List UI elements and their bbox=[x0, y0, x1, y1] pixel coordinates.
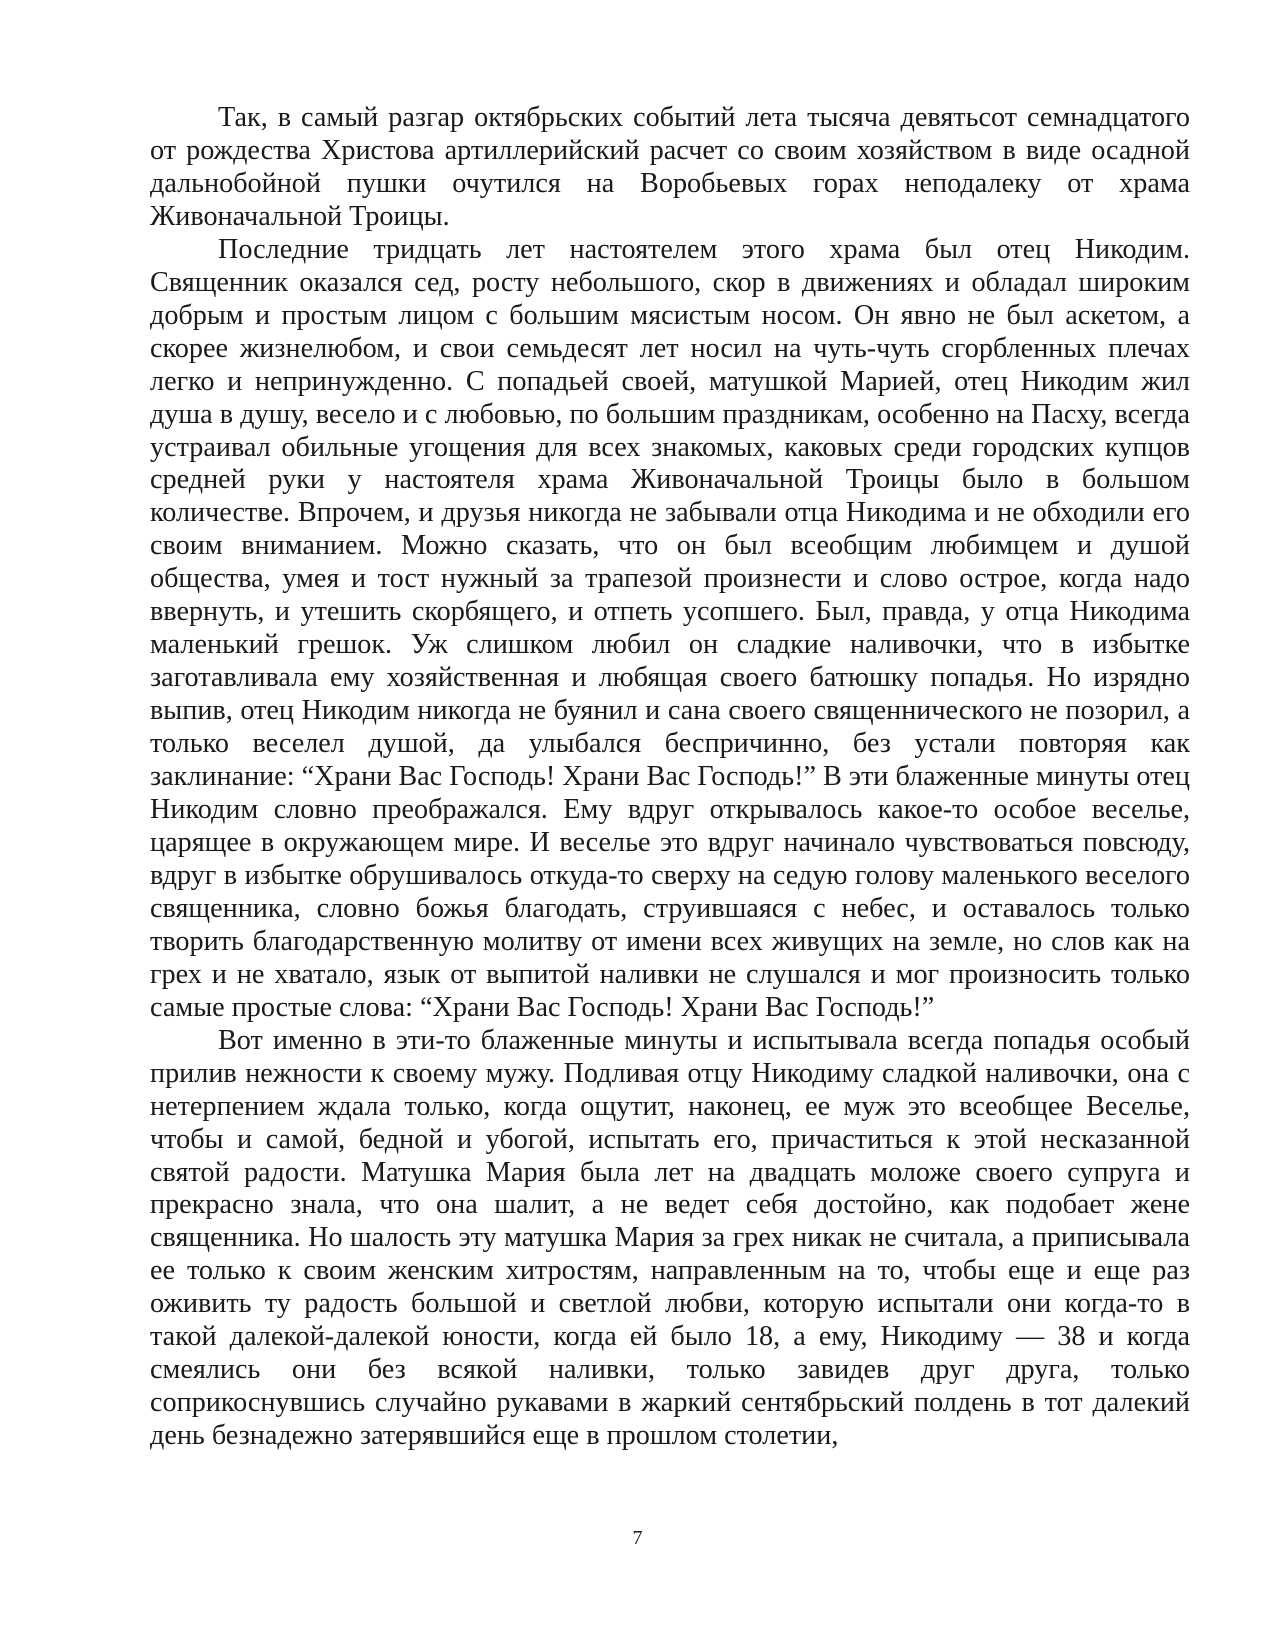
paragraph-1: Так, в самый разгар октябрьских событий лета тысяча девятьсот семнадцатого от рождества Христова артиллерийский расчет со своим хозяйством в виде осадной дальнобойной пушки очутился на Воробьевых горах неподалеку от храма Живоначальной Троицы. bbox=[150, 102, 1190, 232]
paragraph-3: Вот именно в эти-то блаженные минуты и испытывала всегда попадья особый прилив нежности к своему мужу. Подливая отцу Никодиму сладкой наливочки, она с нетерпением ждала только, когда ощутит, наконец, ее муж это всеобщее Веселье, чтобы и самой, бедной и убогой, испытать его, причаститься к этой несказанной святой радости. Матушка Мария была лет на двадцать моложе своего супруга и прекрасно знала, что она шалит, а не ведет себя достойно, как подобает жене священника. Но шалость эту матушка Мария за грех никак не считала, а приписывала ее только к своим женским хитростям, направленным на то, чтобы еще и еще раз оживить ту радость большой и светлой любви, которую испытали они когда-то в такой далекой-далекой юности, когда ей было 18, а ему, Никодиму — 38 и когда смеялись они без всякой наливки, только завидев друг друга, только соприкоснувшись случайно рукавами в жаркий сентябрьский полдень в тот далекий день безнадежно затерявшийся еще в прошлом столетии, bbox=[150, 1024, 1190, 1452]
paragraph-2: Последние тридцать лет настоятелем этого храма был отец Никодим. Священник оказался сед, росту небольшого, скор в движениях и обладал широким добрым и простым лицом с большим мясистым носом. Он явно не был аскетом, а скорее жизнелюбом, и свои семьдесят лет носил на чуть-чуть сгорбленных плечах легко и непринужденно. С попадьей своей, матушкой Марией, отец Никодим жил душа в душу, весело и с любовью, по большим праздникам, особенно на Пасху, всегда устраивал обильные угощения для всех знакомых, каковых среди городских купцов средней руки у настоятеля храма Живоначальной Троицы было в большом количестве. Впрочем, и друзья никогда не забывали отца Никодима и не обходили его своим вниманием. Можно сказать, что он был всеобщим любимцем и душой общества, умея и тост нужный за трапезой произнести и слово острое, когда надо ввернуть, и утешить скорбящего, и отпеть усопшего. Был, правда, у отца Никодима маленький грешок. Уж слишком любил он сладкие наливочки, что в избытке заготавливала ему хозяйственная и любящая своего батюшку попадья. Но изрядно выпив, отец Никодим никогда не буянил и сана своего священнического не позорил, а только веселел душой, да улыбался беспричинно, без устали повторяя как заклинание: “Храни Вас Господь! Храни Вас Господь!” В эти блаженные минуты отец Никодим словно преображался. Ему вдруг открывалось какое-то особое веселье, царящее в окружающем мире. И веселье это вдруг начинало чувствоваться повсюду, вдруг в избытке обрушивалось откуда-то сверху на седую голову маленького веселого священника, словно божья благодать, струившаяся с небес, и оставалось только творить благодарственную молитву от имени всех живущих на земле, но слов как на грех и не хватало, язык от выпитой наливки не слушался и мог произносить только самые простые слова: “Храни Вас Господь! Храни Вас Господь!” bbox=[150, 233, 1190, 1023]
page-number: 7 bbox=[632, 1527, 643, 1549]
body-text bbox=[150, 102, 1190, 1453]
